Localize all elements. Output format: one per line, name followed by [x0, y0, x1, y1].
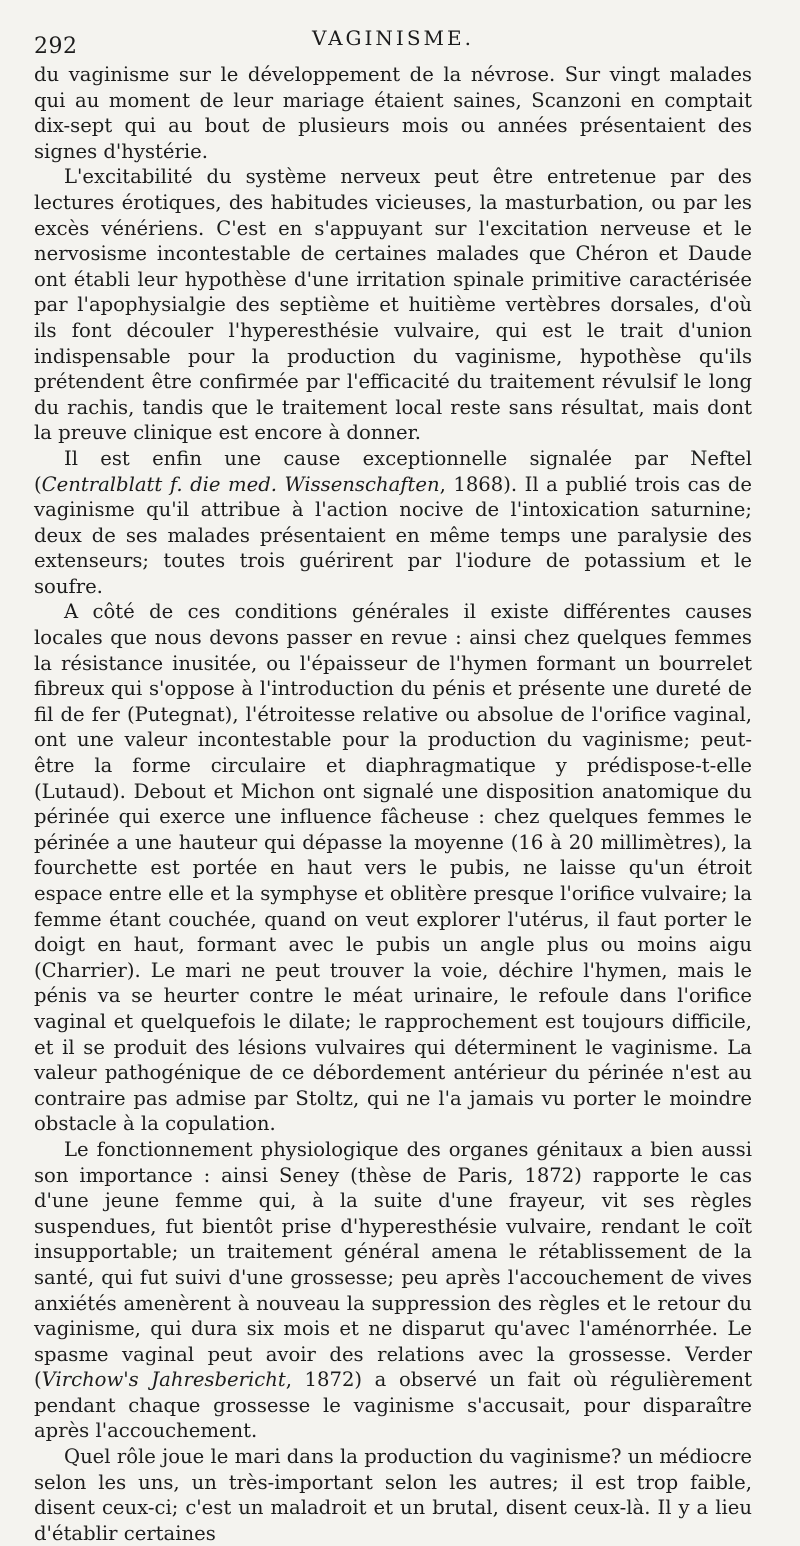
text-run: du vaginisme sur le développement de la névrose. Sur vingt malades qui au moment de leur mariage étaient saines, Scanzoni en comptait dix-sept qui au bout de plusieurs mois ou années présentaient des signes d'hystérie.: [34, 63, 752, 163]
text-run: Quel rôle joue le mari dans la production du vaginisme? un médiocre selon les uns, un très-important selon les autres; il est trop faible, disent ceux-ci; c'est un maladroit et un brutal, disent ceux-là. Il y a lieu d'établir certaines: [34, 1445, 752, 1545]
italic-citation: Centralblatt f. die med. Wissenschaften: [41, 472, 440, 496]
page-header: [34, 22, 752, 62]
text-run: , 1868). Il a publié trois cas de vaginisme qu'il attribue à l'action nocive de l'intoxication saturnine; deux de ses malades présentaient en même temps une paralysie des extenseurs; toutes trois guérirent par l'iodure de potassium et le soufre.: [34, 472, 752, 598]
text-run: L'excitabilité du système nerveux peut être entretenue par des lectures érotiques, des habitudes vicieuses, la masturbation, ou par les excès vénériens. C'est en s'appuyant sur l'excitation nerveuse et le nervosisme incontestable de certaines malades que Chéron et Daude ont établi leur hypothèse d'une irritation spinale primitive caractérisée par l'apophysialgie des septième et huitième vertèbres dorsales, d'où ils font découler l'hyperesthésie vulvaire, qui est le trait d'union indispensable pour la production du vaginisme, hypothèse qu'ils prétendent être confirmée par l'efficacité du traitement révulsif le long du rachis, tandis que le traitement local reste sans résultat, mais dont la preuve clinique est encore à donner.: [34, 165, 752, 445]
paragraph: [34, 164, 752, 446]
text-run: Le fonctionnement physiologique des organes génitaux a bien aussi son importance : ainsi Seney (thèse de Paris, 1872) rapporte le cas d'une jeune femme qui, à la suite d'une frayeur, vit ses règles suspendues, fut bientôt prise d'hyperesthésie vulvaire, rendant le coït insupportable; un traitement général amena le rétablissement de la santé, qui fut suivi d'une grossesse; peu après l'accouchement de vives anxiétés amenèrent à nouveau la suppression des règles et le retour du vaginisme, qui dura six mois et ne disparut qu'avec l'aménorrhée. Le spasme vaginal peut avoir des relations avec la grossesse. Verder (: [34, 1137, 752, 1392]
paragraph: [34, 1444, 752, 1546]
text-run: Il est enfin une cause exceptionnelle signalée par Neftel (: [34, 446, 752, 496]
body-text: [34, 62, 752, 1546]
italic-citation: Virchow's Jahresbericht: [41, 1368, 286, 1392]
running-title: VAGINISME.: [312, 26, 474, 50]
text-run: A côté de ces conditions générales il existe différentes causes locales que nous devons passer en revue : ainsi chez quelques femmes la résistance inusitée, ou l'épaisseur de l'hymen formant un bourrelet fibreux qui s'oppose à l'introduction du pénis et présente une dureté de fil de fer (Putegnat), l'étroitesse relative ou absolue de l'orifice vaginal, ont une valeur incontestable pour la production du vaginisme; peut-être la forme circulaire et diaphragmatique y prédispose-t-elle (Lutaud). Debout et Michon ont signalé une disposition anatomique du périnée qui exerce une influence fâcheuse : chez quelques femmes le périnée a une hauteur qui dépasse la moyenne (16 à 20 millimètres), la fourchette est portée en haut vers le pubis, ne laisse qu'un étroit espace entre elle et la symphyse et oblitère presque l'orifice vulvaire; la femme étant couchée, quand on veut explorer l'utérus, il faut porter le doigt en haut, formant avec le pubis un angle plus ou moins aigu (Charrier). Le mari ne peut trouver la voie, déchire l'hymen, mais le pénis va se heurter contre le méat urinaire, le refoule dans l'orifice vaginal et quelquefois le dilate; le rapprochement est toujours difficile, et il se produit des lésions vulvaires qui déterminent le vaginisme. La valeur pathogénique de ce débordement antérieur du périnée n'est au contraire pas admise par Stoltz, qui ne l'a jamais vu porter le moindre obstacle à la copulation.: [34, 600, 752, 1136]
text-run: , 1872) a observé un fait où régulièrement pendant chaque grossesse le vaginisme s'accusait, pour disparaître après l'accouchement.: [34, 1368, 752, 1443]
page-number: 292: [34, 34, 78, 59]
paragraph: [34, 599, 752, 1136]
paragraph: [34, 1137, 752, 1444]
paragraph: [34, 62, 752, 164]
paragraph: [34, 446, 752, 600]
